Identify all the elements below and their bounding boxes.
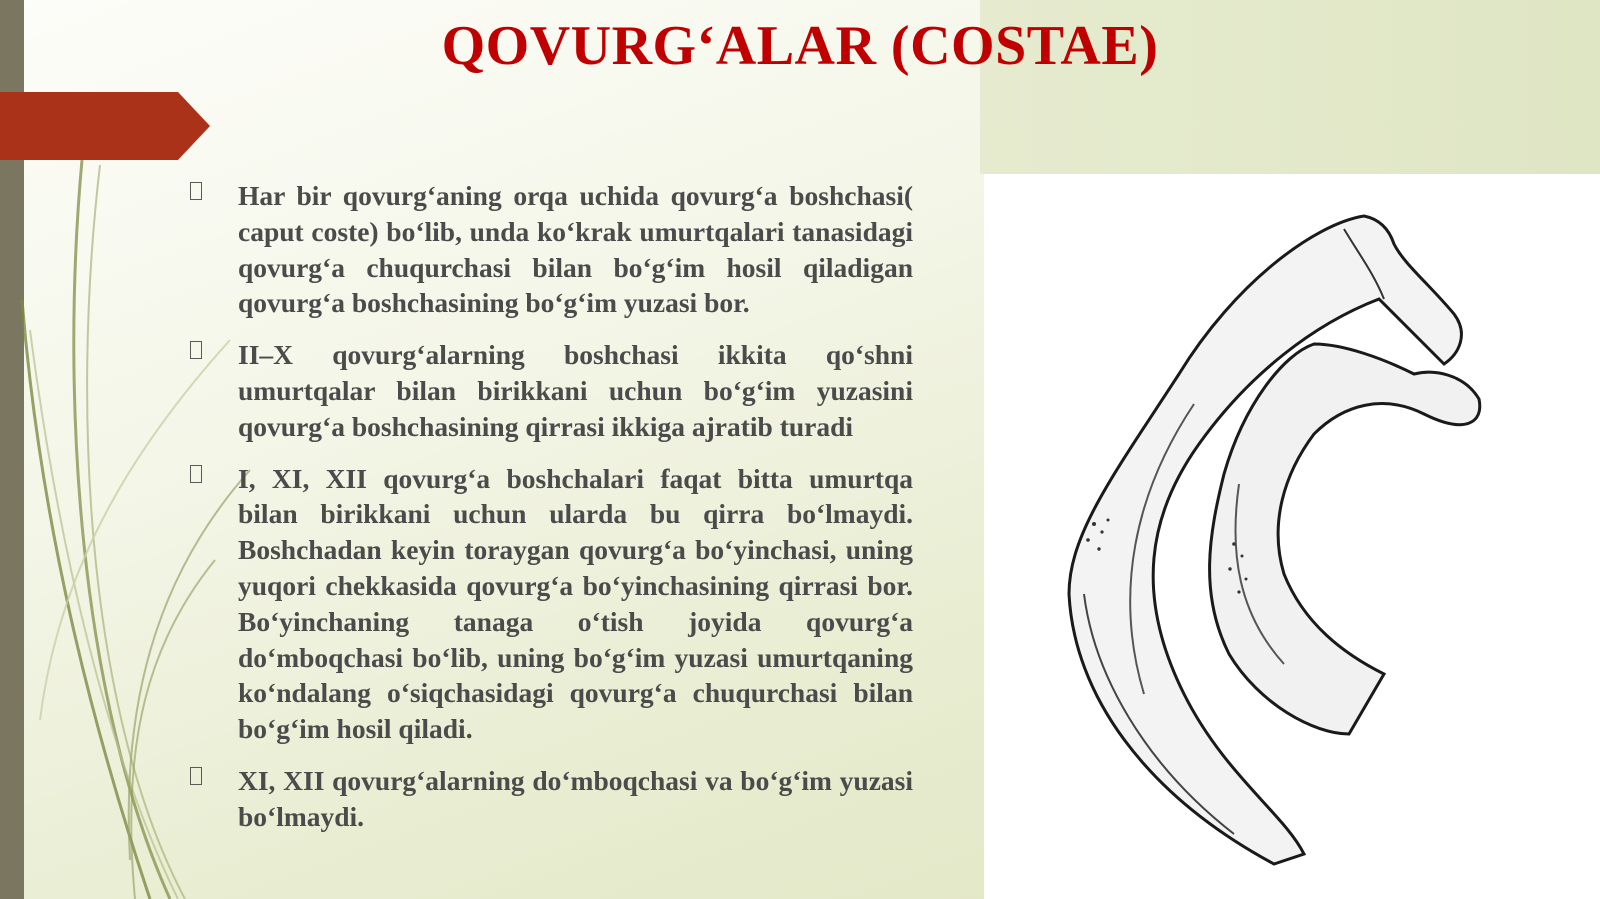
slide-title: QOVURG‘ALAR (COSTAE) — [441, 15, 1159, 77]
rib-bones-illustration — [984, 174, 1600, 899]
square-bullet-icon — [190, 465, 202, 483]
rib-illustration-panel — [984, 174, 1600, 899]
square-bullet-icon — [190, 767, 202, 785]
red-arrow-banner — [0, 92, 210, 160]
square-bullet-icon — [190, 182, 202, 200]
bullet-item — [190, 461, 913, 747]
bullet-item — [190, 763, 913, 835]
bullet-item — [190, 178, 913, 321]
bullet-text: XI, XII qovurg‘alarning do‘mboqchasi va bo‘g‘im yuzasi bo‘lmaydi. — [238, 764, 913, 832]
bullet-text: I, XI, XII qovurg‘a boshchalari faqat bitta umurtqa bilan birikkani uchun ularda bu qirra bo‘lmaydi. Boshchadan keyin toraygan qovurg‘a bo‘yinchasi, uning yuqori chekkasida qovurg‘a bo‘yinchasining qirrasi bor. Bo‘yinchaning tanaga o‘tish joyida qovurg‘a do‘mboqchasi bo‘lib, uning bo‘g‘im yuzasi umurtqaning ko‘ndalang o‘siqchasidagi qovurg‘a chuqurchasi bilan bo‘g‘im hosil qiladi. — [238, 462, 913, 745]
bullet-item — [190, 337, 913, 444]
bullet-text: Har bir qovurg‘aning orqa uchida qovurg‘a boshchasi( caput coste) bo‘lib, unda ko‘krak umurtqalari tanasidagi qovurg‘a chuqurchasi bilan bo‘g‘im hosil qiladigan qovurg‘a boshchasining bo‘g‘im yuzasi bor. — [238, 180, 913, 319]
square-bullet-icon — [190, 341, 202, 359]
bullet-text: II–X qovurg‘alarning boshchasi ikkita qo‘shni umurtqalar bilan birikkani uchun bo‘g‘im yuzasini qovurg‘a boshchasining qirrasi ikkiga ajratib turadi — [238, 339, 913, 442]
bullet-list — [190, 178, 913, 851]
